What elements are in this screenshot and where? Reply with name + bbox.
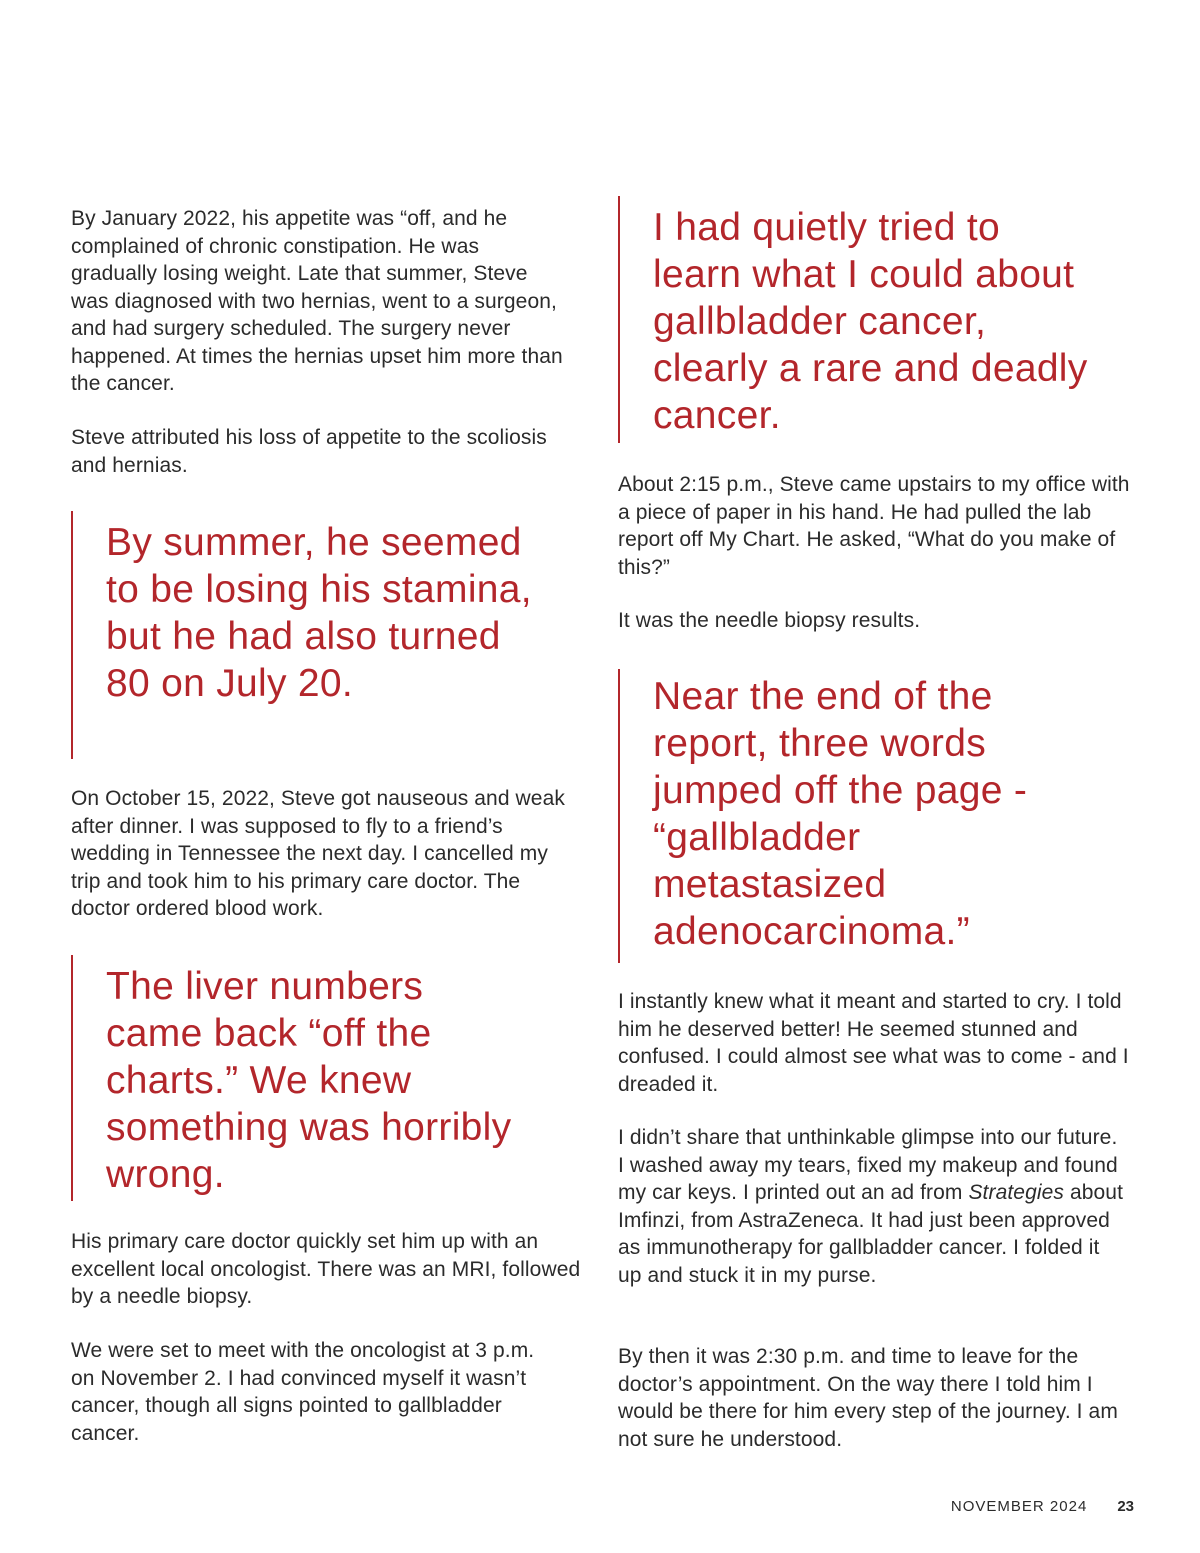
pull-quote-4 (618, 669, 1073, 963)
left-paragraph-5: We were set to meet with the oncologist at 3 p.m. on November 2. I had convinced myself it wasn’t cancer, though all signs pointed to gallbladder cancer. (71, 1339, 535, 1445)
right-paragraph-1: About 2:15 p.m., Steve came upstairs to my office with a piece of paper in his hand. He had pulled the lab report off My Chart. He asked, “What do you make of this?” (618, 473, 1130, 579)
right-paragraph-4 (618, 1124, 1123, 1289)
right-paragraph-2: It was the needle biopsy results. (618, 609, 921, 632)
right-paragraph-5: By then it was 2:30 p.m. and time to leave for the doctor’s appointment. On the way there I told him I would be there for him every step of the journey. I am not sure he understood. (618, 1345, 1118, 1451)
pull-quote-3 (618, 196, 1093, 443)
left-paragraph-4: His primary care doctor quickly set him up with an excellent local oncologist. There was an MRI, followed by a needle biopsy. (71, 1230, 581, 1308)
pull-quote-2-text: The liver numbers came back “off the charts.” We knew something was horribly wrong. (106, 965, 512, 1196)
strategies-title: Strategies (968, 1181, 1065, 1204)
pull-quote-1 (71, 511, 546, 759)
issue-date: NOVEMBER 2024 (950, 1498, 1088, 1515)
pull-quote-3-text: I had quietly tried to learn what I could about gallbladder cancer, clearly a rare and deadly cancer. (653, 206, 1088, 437)
pull-quote-1-text: By summer, he seemed to be losing his stamina, but he had also turned 80 on July 20. (106, 521, 532, 705)
right-paragraph-3: I instantly knew what it meant and started to cry. I told him he deserved better! He seemed stunned and confused. I could almost see what was to come - and I dreaded it. (618, 990, 1129, 1096)
left-paragraph-3: On October 15, 2022, Steve got nauseous and weak after dinner. I was supposed to fly to a friend’s wedding in Tennessee the next day. I cancelled my trip and took him to his primary care doctor. The doctor ordered blood work. (71, 787, 565, 920)
right-paragraph-4-end: about Imfinzi, from AstraZeneca. It had just been approved as immunotherapy for gallbladder cancer. I folded it up and stuck it in my purse. (618, 1181, 1124, 1287)
left-paragraph-1: By January 2022, his appetite was “off, and he complained of chronic constipation. He was gradually losing weight. Late that summer, Steve was diagnosed with two hernias, went to a surgeon, and had surgery scheduled. The surgery never happened. At times the hernias upset him more than the cancer. (71, 207, 563, 395)
page-footer (951, 1498, 1134, 1515)
pull-quote-4-text: Near the end of the report, three words jumped off the page - “gallbladder metastasized adenocarcinoma.” (653, 675, 1028, 953)
page-number: 23 (1117, 1498, 1134, 1515)
pull-quote-2 (71, 955, 526, 1201)
right-paragraph-4-start: I didn’t share that unthinkable glimpse into our future. I washed away my tears, fixed my makeup and found my car keys. I printed out an ad from (618, 1126, 1118, 1204)
left-paragraph-2: Steve attributed his loss of appetite to the scoliosis and hernias. (71, 426, 547, 477)
